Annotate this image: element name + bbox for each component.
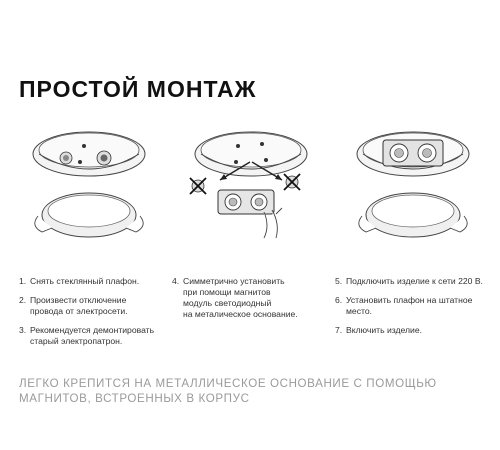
illustration-install-module [176,110,326,260]
step-number: 5. [335,276,343,286]
step-3 [19,325,169,347]
step-number: 7. [335,325,343,335]
step-text: Включить изделие. [346,325,422,335]
step-4 [172,276,322,320]
led-module-icon [218,190,274,214]
step-number: 2. [19,295,27,305]
illustration-remove-shade [14,110,164,260]
step-number: 3. [19,325,27,335]
step-text: Симметрично установить при помощи магнитов модуль светодиодный на металическое основание. [183,276,298,319]
step-1 [19,276,169,287]
step-number: 1. [19,276,27,286]
step-text: Рекомендуется демонтировать старый электропатрон. [30,325,155,346]
illustration-reinstall-shade [338,110,488,260]
removed-socket-icon-2 [284,174,300,190]
fixture-drawing-2 [176,110,326,260]
removed-socket-icon [190,178,206,194]
steps-column-3 [335,276,495,344]
step-text: Подключить изделие к сети 220 В. [346,276,483,286]
steps-column-1 [19,276,169,355]
step-number: 6. [335,295,343,305]
fixture-drawing-1 [14,110,164,260]
installed-module-icon [383,140,443,166]
step-2 [19,295,169,317]
footer-note: ЛЕГКО КРЕПИТСЯ НА МЕТАЛЛИЧЕСКОЕ ОСНОВАНИЕ С ПОМОЩЬЮ МАГНИТОВ, ВСТРОЕННЫХ В КОРПУС [19,377,437,405]
step-5 [335,276,495,287]
page-title: ПРОСТОЙ МОНТАЖ [19,76,257,102]
step-7 [335,325,495,336]
steps-column-2 [172,276,322,328]
fixture-drawing-3 [338,110,488,260]
step-text: Снять стеклянный плафон. [30,276,140,286]
step-text: Произвести отключение провода от электросети. [30,295,128,316]
step-number: 4. [172,276,180,286]
step-text: Установить плафон на штатное место. [346,295,473,316]
step-6 [335,295,495,317]
